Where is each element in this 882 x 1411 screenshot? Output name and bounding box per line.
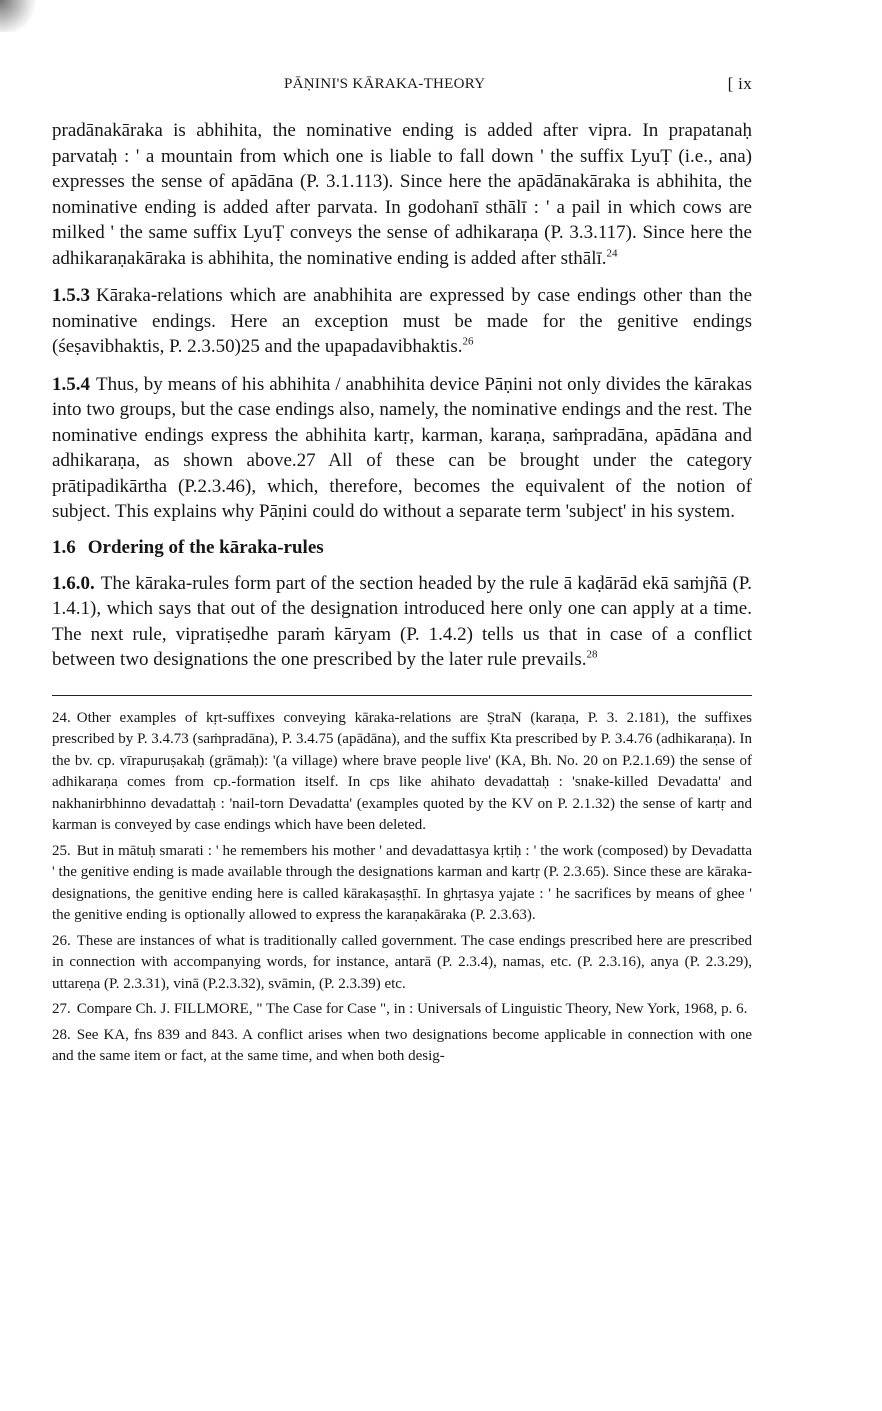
footnote-28 <box>52 1025 752 1068</box>
footnote-text: But in mātuḥ smarati : ' he remembers his mother ' and devadattasya kṛtiḥ : ' the work (composed) by Devadatta ' the genitive ending is made available through the designations karman and kartṛ (P. 2.3.65). Since these are kāraka-designations, the genitive ending here is called kārakaṣaṣṭhī. In ghṛtasya yajate : ' he sacrifices by means of ghee ' the genitive ending is optionally allowed to express the karaṇakāraka (P. 2.3.63). <box>52 842 752 923</box>
footnotes <box>52 708 752 1068</box>
running-head-title: PĀṆINI'S KĀRAKA-THEORY <box>284 76 486 92</box>
footnote-text: Compare Ch. J. FILLMORE, " The Case for Case ", in : Universals of Linguistic Theory, New York, 1968, p. 6. <box>76 1001 748 1017</box>
footnote-ref-24: 24 <box>606 247 618 260</box>
paragraph-1-5-4 <box>52 372 752 525</box>
paragraph-text: Thus, by means of his abhihita / anabhihita device Pāṇini not only divides the kārakas into two groups, but the case endings also, namely, the nominative endings and the rest. The nominative endings express the abhihita kartṛ, karman, karaṇa, saṁpradāna, apādāna and adhikaraṇa, as shown above.27 All of these can be brought under the category prātipadikārtha (P.2.3.46), which, therefore, becomes the equivalent of the notion of subject. This explains why Pāṇini could do without a separate term 'subject' in his system. <box>52 373 752 522</box>
footnote-number: 28. <box>52 1026 71 1043</box>
footnote-25 <box>52 841 752 927</box>
footnote-divider <box>52 695 752 696</box>
paragraph-text: Kāraka-relations which are anabhihita are expressed by case endings other than the nominative endings. Here an exception must be made for the genitive endings (śeṣavibhaktis, P. 2.3.50)25 and the upapadavibhaktis. <box>52 285 752 357</box>
scan-corner-smudge <box>0 0 40 32</box>
footnote-number: 26. <box>52 932 71 949</box>
page-number: [ ix <box>727 74 752 93</box>
section-title: Ordering of the kāraka-rules <box>87 536 324 558</box>
footnote-27 <box>52 999 752 1021</box>
footnote-number: 24. <box>52 709 71 726</box>
footnote-number: 27. <box>52 1001 71 1017</box>
paragraph-1-5-3 <box>52 283 752 360</box>
paragraph-text: The kāraka-rules form part of the section headed by the rule ā kaḍārād ekā saṁjñā (P. 1.4.1), which says that out of the designation introduced here only one can apply at a time. The next rule, vipratiṣedhe paraṁ kāryam (P. 1.4.2) tells us that in case of a conflict between two designations the one prescribed by the later rule prevails. <box>52 572 752 670</box>
section-heading <box>52 537 752 559</box>
paragraph-text: pradānakāraka is abhihita, the nominative ending is added after vipra. In prapatanaḥ parvataḥ : ' a mountain from which one is liable to fall down ' the suffix LyuṬ (i.e., ana) expresses the sense of apādāna (P. 3.1.113). Since here the apādānakāraka is abhihita, the nominative ending is added after parvata. In godohanī sthālī : ' a pail in which cows are milked ' the same suffix LyuṬ conveys the sense of adhikaraṇa (P. 3.3.117). Since here the adhikaraṇakāraka is abhihita, the nominative ending is added after sthālī. <box>52 120 752 269</box>
footnote-ref-26: 26 <box>462 335 474 348</box>
footnote-ref-28: 28 <box>586 648 598 661</box>
paragraph-number: 1.5.3 <box>52 285 90 306</box>
page <box>52 72 752 1072</box>
section-number: 1.6 <box>52 536 76 558</box>
footnote-24 <box>52 708 752 837</box>
paragraph-continuation <box>52 118 752 271</box>
running-head <box>52 72 752 102</box>
paragraph-1-6-0 <box>52 571 752 673</box>
paragraph-number: 1.6.0. <box>52 572 95 594</box>
footnote-26 <box>52 931 752 996</box>
paragraph-number: 1.5.4 <box>52 373 90 395</box>
footnote-number: 25. <box>52 842 71 859</box>
footnote-text: These are instances of what is traditionally called government. The case endings prescribed here are prescribed in connection with accompanying words, for instance, antarā (P. 2.3.4), namas, etc. (P. 2.3.16), anya (P. 2.3.29), uttareṇa (P. 2.3.31), vinā (P.2.3.32), svāmin, (P. 2.3.39) etc. <box>52 932 752 992</box>
footnote-text: See KA, fns 839 and 843. A conflict arises when two designations become applicable in connection with one and the same item or fact, at the same time, and when both desig- <box>52 1026 752 1064</box>
footnote-text: Other examples of kṛt-suffixes conveying kāraka-relations are ṢtraN (karaṇa, P. 3. 2.181), the suffixes prescribed by P. 3.4.73 (saṁpradāna), P. 3.4.75 (apādāna), and the suffix Kta prescribed by P. 3.4.76 (adhikaraṇa). In the bv. cp. vīrapuruṣakaḥ (grāmaḥ): '(a village) where brave people live' (KA, Bh. No. 20 on P.2.1.69) the sense of adhikaraṇa comes from cp.-formation itself. In cps like ahihato devadattaḥ : 'snake-killed Devadatta' and nakhanirbhinno devadattaḥ : 'nail-torn Devadatta' (examples quoted by the KV on P. 2.1.32) the sense of kartṛ and karman is conveyed by case endings which have been deleted. <box>52 709 752 833</box>
